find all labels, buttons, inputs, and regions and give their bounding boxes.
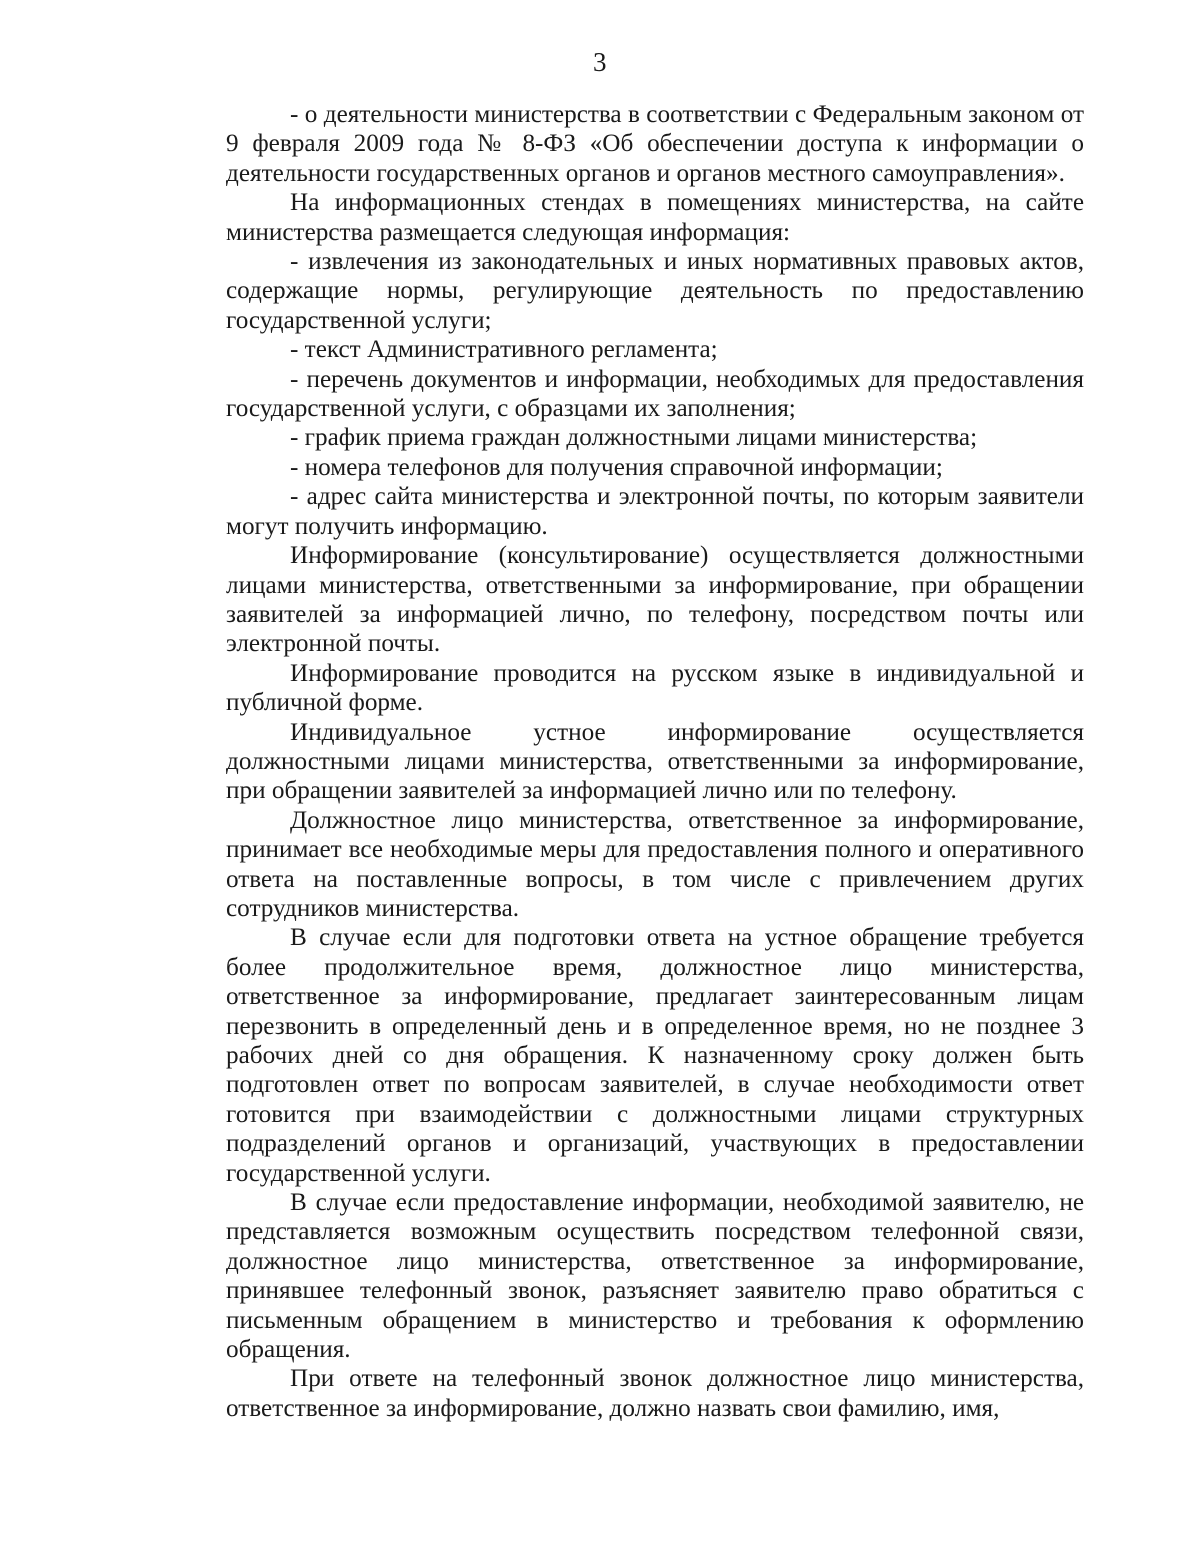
page-number: 3 bbox=[593, 47, 607, 77]
paragraph-15: При ответе на телефонный звонок должностное лицо министерства, ответственное за информирование, должно назвать свои фамилию, имя, bbox=[226, 1365, 1084, 1422]
paragraph-6: - график приема граждан должностными лицами министерства; bbox=[290, 424, 978, 452]
paragraph-12: Должностное лицо министерства, ответственное за информирование, принимает все необходимые меры для предоставления полного и оперативного ответа на поставленные вопросы, в том числе с привлечением других сотрудников министерства. bbox=[226, 806, 1084, 922]
document-body bbox=[226, 100, 1084, 1423]
paragraph-9: Информирование (консультирование) осуществляется должностными лицами министерства, ответственными за информирование, при обращении заявителей за информацией лично, по телефону, посредством почты или электронной почты. bbox=[226, 542, 1084, 658]
paragraph-3: - извлечения из законодательных и иных нормативных правовых актов, содержащие нормы, регулирующие деятельность по предоставлению государственной услуги; bbox=[226, 248, 1084, 334]
paragraph-8: - адрес сайта министерства и электронной почты, по которым заявители могут получить информацию. bbox=[226, 483, 1084, 540]
paragraph-1: - о деятельности министерства в соответствии с Федеральным законом от 9 февраля 2009 года № 8-ФЗ «Об обеспечении доступа к информации о деятельности государственных органов и органов местного самоуправления». bbox=[226, 101, 1084, 187]
paragraph-11: Индивидуальное устное информирование осуществляется должностными лицами министерства, ответственными за информирование, при обращении заявителей за информацией лично или по телефону. bbox=[226, 718, 1084, 805]
paragraph-10: Информирование проводится на русском языке в индивидуальной и публичной форме. bbox=[226, 659, 1084, 717]
paragraph-7: - номера телефонов для получения справочной информации; bbox=[290, 453, 943, 481]
paragraph-14: В случае если предоставление информации, необходимой заявителю, не представляется возможным осуществить посредством телефонной связи, должностное лицо министерства, ответственное за информирование, принявшее телефонный звонок, разъясняет заявителю право обратиться с письменным обращением в министерство и требования к оформлению обращения. bbox=[226, 1189, 1084, 1364]
paragraph-13: В случае если для подготовки ответа на устное обращение требуется более продолжительное время, должностное лицо министерства, ответственное за информирование, предлагает заинтересованным лицам перезвонить в определенный день и в определенное время, но не позднее 3 рабочих дней со дня обращения. К назначенному сроку должен быть подготовлен ответ по вопросам заявителей, в случае необходимости ответ готовится при взаимодействии с должностными лицами структурных подразделений органов и организаций, участвующих в предоставлении государственной услуги. bbox=[226, 924, 1084, 1187]
paragraph-4: - текст Административного регламента; bbox=[290, 336, 718, 364]
paragraph-2: На информационных стендах в помещениях министерства, на сайте министерства размещается следующая информация: bbox=[226, 189, 1084, 246]
paragraph-5: - перечень документов и информации, необходимых для предоставления государственной услуги, с образцами их заполнения; bbox=[226, 365, 1084, 423]
